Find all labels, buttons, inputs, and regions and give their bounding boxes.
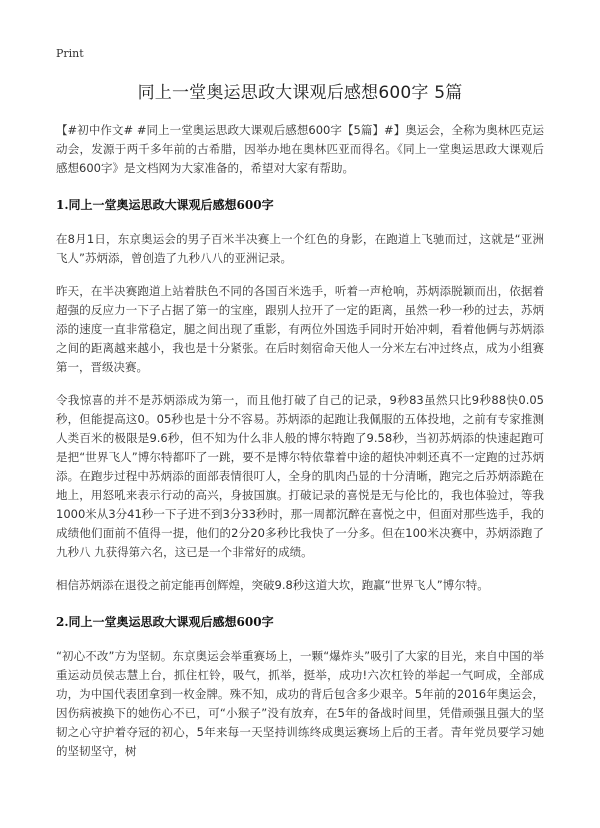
section-1-heading: 1.同上一堂奥运思政大课观后感想600字	[56, 198, 274, 212]
section-1-paragraph-4: 相信苏炳添在退役之前定能再创辉煌，突破9.8秒这道大坎，跑赢“世界飞人”博尔特。	[56, 578, 489, 592]
print-link[interactable]: Print	[56, 47, 84, 60]
section-1-paragraph-1: 在8月1日，东京奥运会的男子百米半决赛上一个红色的身影，在跑道上飞驰而过，这就是“亚洲飞人”苏炳添，曾创造了九秒八八的亚洲记录。	[56, 232, 544, 265]
section-2-paragraph-1: “初心不改”方为坚韧。东京奥运会举重赛场上，一颗“爆炸头”吸引了大家的目光，来自中国的举重运动员侯志慧上台，抓住杠铃，吸气，抓举，挺举，成功!六次杠铃的举起一气呵成，全部成功，为中国代表团拿到一枚金牌。殊不知，成功的背后包含多少艰辛。5年前的2016年奥运会，因伤病被换下的她伤心不已，可“小猴子”没有放弃，在5年的备战时间里，凭借顽强且强大的坚韧之心守护着夺冠的初心，5年来每一天坚持训练终成奥运赛场上后的王者。青年党员要学习她的坚韧坚守，树	[56, 649, 544, 758]
section-2-heading: 2.同上一堂奥运思政大课观后感想600字	[56, 615, 274, 629]
intro-paragraph: 【#初中作文# #同上一堂奥运思政大课观后感想600字【5篇】#】奥运会，全称为奥林匹克运动会，发源于两千多年前的古希腊，因举办地在奥林匹亚而得名。《同上一堂奥运思政大课观后感想600字》是文档网为大家准备的，希望对大家有帮助。	[56, 123, 544, 175]
section-1-paragraph-2: 昨天，在半决赛跑道上站着肤色不同的各国百米选手，听着一声枪响，苏炳添脱颖而出，依据着超强的反应力一下子占据了第一的宝座，跟别人拉开了一定的距离，虽然一秒一秒的过去，苏炳添的速度一直非常稳定，腿之间出现了重影，有两位外国选手同时开始冲刺，看着他俩与苏炳添之间的距离越来越小，我也是十分紧张。在后时刻宿命天他人一分米左右冲过终点，成为小组赛第一，晋级决赛。	[56, 284, 544, 374]
section-1-paragraph-3: 令我惊喜的并不是苏炳添成为第一，而且他打破了自己的记录，9秒83虽然只比9秒88快0.05秒，但能提高这0。05秒也是十分不容易。苏炳添的起跑让我佩服的五体投地，之前有专家推测人类百米的极限是9.6秒，但不知为什么非人般的博尔特跑了9.58秒，当初苏炳添的快速起跑可是把“世界飞人”博尔特都吓了一跳，要不是博尔特依靠着中途的超快冲刺还真不一定跑的过苏炳添。在跑步过程中苏炳添的面部表情很叮人，全身的肌肉凸显的十分清晰，跑完之后苏炳添跪在地上，用怒吼来表示行动的高兴，身披国旗。打破记录的喜悦是无与伦比的，我也体验过，等我1000米从3分41秒一下子进不到3分33秒时，那一周都沉醉在喜悦之中，但面对那些选手，我的成绩他们面前不值得一提，他们的2分20多秒比我快了一分多。但在100米决赛中，苏炳添跑了九秒八 九获得第六名，这已是一个非常好的成绩。	[56, 393, 544, 559]
page-title: 同上一堂奥运思政大课观后感想600字 5篇	[137, 83, 463, 103]
